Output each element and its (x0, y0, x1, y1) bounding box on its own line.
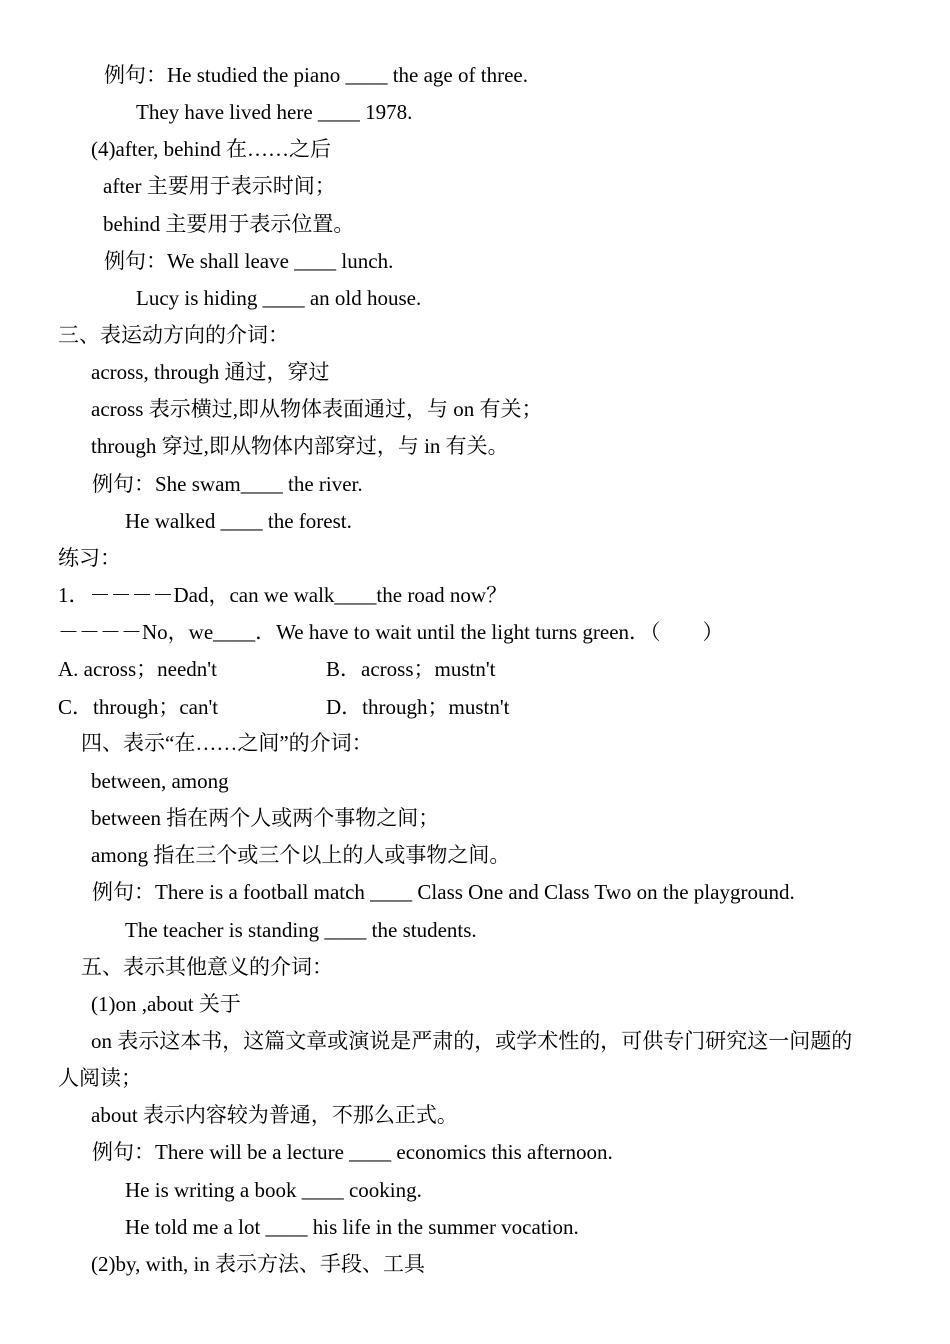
among-note: among 指在三个或三个以上的人或事物之间。 (91, 843, 511, 867)
example-swam: 例句：She swam____ the river. (92, 472, 363, 496)
option-d: D．through；mustn't (326, 695, 510, 719)
by-with-in-heading: (2)by, with, in 表示方法、手段、工具 (91, 1252, 426, 1276)
on-note: on 表示这本书，这篇文章或演说是严肃的，或学术性的，可供专门研究这一问题的 (91, 1029, 853, 1053)
option-b: B．across；mustn't (326, 657, 496, 681)
example-lunch: 例句：We shall leave ____ lunch. (104, 249, 394, 273)
behind-note: behind 主要用于表示位置。 (103, 212, 355, 236)
through-note: through 穿过,即从物体内部穿过，与 in 有关。 (91, 434, 509, 458)
on-about-heading: (1)on ,about 关于 (91, 992, 241, 1016)
heading-after-behind: (4)after, behind 在……之后 (91, 137, 332, 161)
example-teacher: The teacher is standing ____ the students. (125, 918, 477, 942)
option-c: C．through；can't (58, 695, 219, 719)
example-football: 例句：There is a football match ____ Class One and Class Two on the playground. (92, 880, 795, 904)
between-note: between 指在两个人或两个事物之间； (91, 806, 440, 830)
section-three-heading: 三、表运动方向的介词： (58, 323, 289, 347)
example-piano: 例句：He studied the piano ____ the age of three. (104, 63, 528, 87)
option-a: A. across；needn't (58, 657, 217, 681)
between-among-heading: between, among (91, 769, 229, 793)
exercise-question-line1: 1．－－－－Dad，can we walk____the road now？ (58, 583, 508, 607)
example-walked: He walked ____ the forest. (125, 509, 352, 533)
section-five-heading: 五、表示其他意义的介词： (81, 955, 333, 979)
after-note: after 主要用于表示时间； (103, 174, 336, 198)
across-through-heading: across, through 通过，穿过 (91, 360, 330, 384)
example-lucy: Lucy is hiding ____ an old house. (136, 286, 422, 310)
about-note: about 表示内容较为普通，不那么正式。 (91, 1103, 458, 1127)
example-told: He told me a lot ____ his life in the summer vocation. (125, 1215, 579, 1239)
exercise-question-line2: －－－－No，we____．We have to wait until the light turns green．（ ） (58, 620, 724, 644)
across-note: across 表示横过,即从物体表面通过，与 on 有关； (91, 397, 543, 421)
example-book: He is writing a book ____ cooking. (125, 1178, 422, 1202)
example-lecture: 例句：There will be a lecture ____ economics this afternoon. (92, 1140, 613, 1164)
on-note-cont: 人阅读； (58, 1066, 142, 1090)
section-four-heading: 四、表示“在……之间”的介词： (81, 731, 373, 755)
example-lived: They have lived here ____ 1978. (136, 100, 413, 124)
exercise-heading: 练习： (58, 546, 121, 570)
